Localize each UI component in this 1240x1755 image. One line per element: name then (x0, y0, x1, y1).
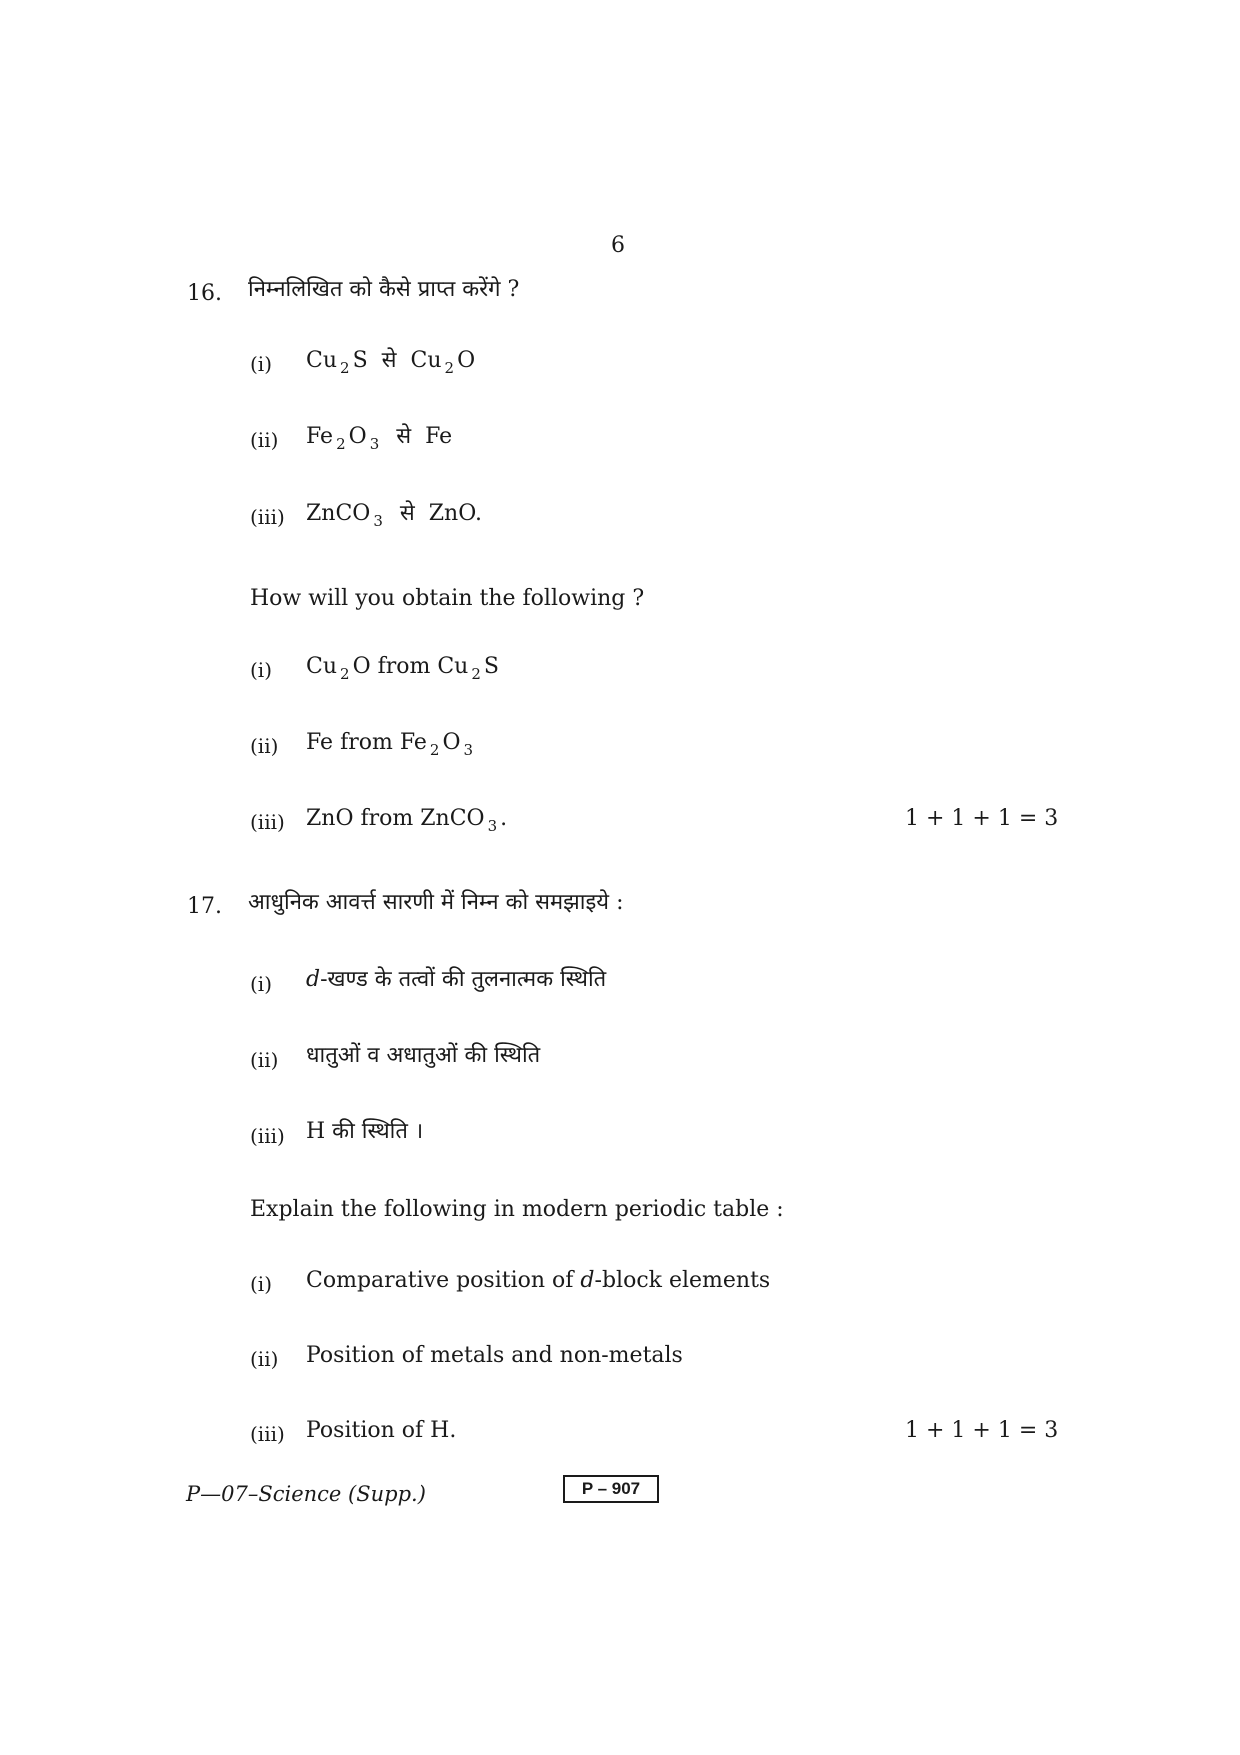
q17-hindi-item-1: d-खण्ड के तत्वों की तुलनात्मक स्थिति (306, 967, 607, 992)
q16-marks: 1 + 1 + 1 = 3 (905, 806, 1059, 831)
q16-hindi-item-1: Cu $_2$ S से Cu $_2$ O (306, 348, 476, 377)
question-17-english: Explain the following in modern periodic table : (250, 1197, 784, 1222)
q17-hindi-item-3-label: (iii) (250, 1124, 285, 1148)
question-16-hindi: निम्नलिखित को कैसे प्राप्त करेंगे ? (248, 277, 520, 302)
q17-hindi-item-2-label: (ii) (250, 1048, 279, 1072)
question-16-number: 16. (187, 281, 222, 306)
page-code-box: P – 907 (563, 1475, 659, 1503)
paper-code: P—07–Science (Supp.) (186, 1482, 426, 1506)
q17-marks: 1 + 1 + 1 = 3 (905, 1418, 1059, 1443)
q16-english-item-1: Cu $_2$ O from Cu $_2$ S (306, 654, 499, 683)
q17-english-item-1: Comparative position of d-block elements (306, 1268, 771, 1293)
q17-hindi-item-2: धातुओं व अधातुओं की स्थिति (306, 1043, 541, 1068)
q17-hindi-item-3: H की स्थिति । (306, 1119, 424, 1144)
q16-hindi-item-2: Fe $_2$ O $_3$ से Fe (306, 424, 453, 453)
q16-english-item-1-label: (i) (250, 658, 273, 682)
question-16-english: How will you obtain the following ? (250, 586, 645, 611)
q17-english-item-3-label: (iii) (250, 1422, 285, 1446)
q16-english-item-2-label: (ii) (250, 734, 279, 758)
q16-hindi-item-3: ZnCO $_3$ से ZnO. (306, 501, 482, 530)
q16-english-item-3: ZnO from ZnCO $_3$ . (306, 806, 508, 835)
q16-english-item-3-label: (iii) (250, 810, 285, 834)
q16-english-item-2: Fe from Fe $_2$ O $_3$ (306, 730, 474, 759)
q17-english-item-3: Position of H. (306, 1418, 457, 1443)
question-17-number: 17. (187, 894, 222, 919)
page-number: 6 (611, 233, 625, 258)
q17-english-item-2-label: (ii) (250, 1347, 279, 1371)
q16-hindi-item-2-label: (ii) (250, 428, 279, 452)
q17-english-item-2: Position of metals and non-metals (306, 1343, 683, 1368)
q17-hindi-item-1-label: (i) (250, 972, 273, 996)
q16-hindi-item-3-label: (iii) (250, 505, 285, 529)
question-17-hindi: आधुनिक आवर्त्त सारणी में निम्न को समझाइये : (248, 890, 624, 915)
q16-hindi-item-1-label: (i) (250, 352, 273, 376)
q17-english-item-1-label: (i) (250, 1272, 273, 1296)
